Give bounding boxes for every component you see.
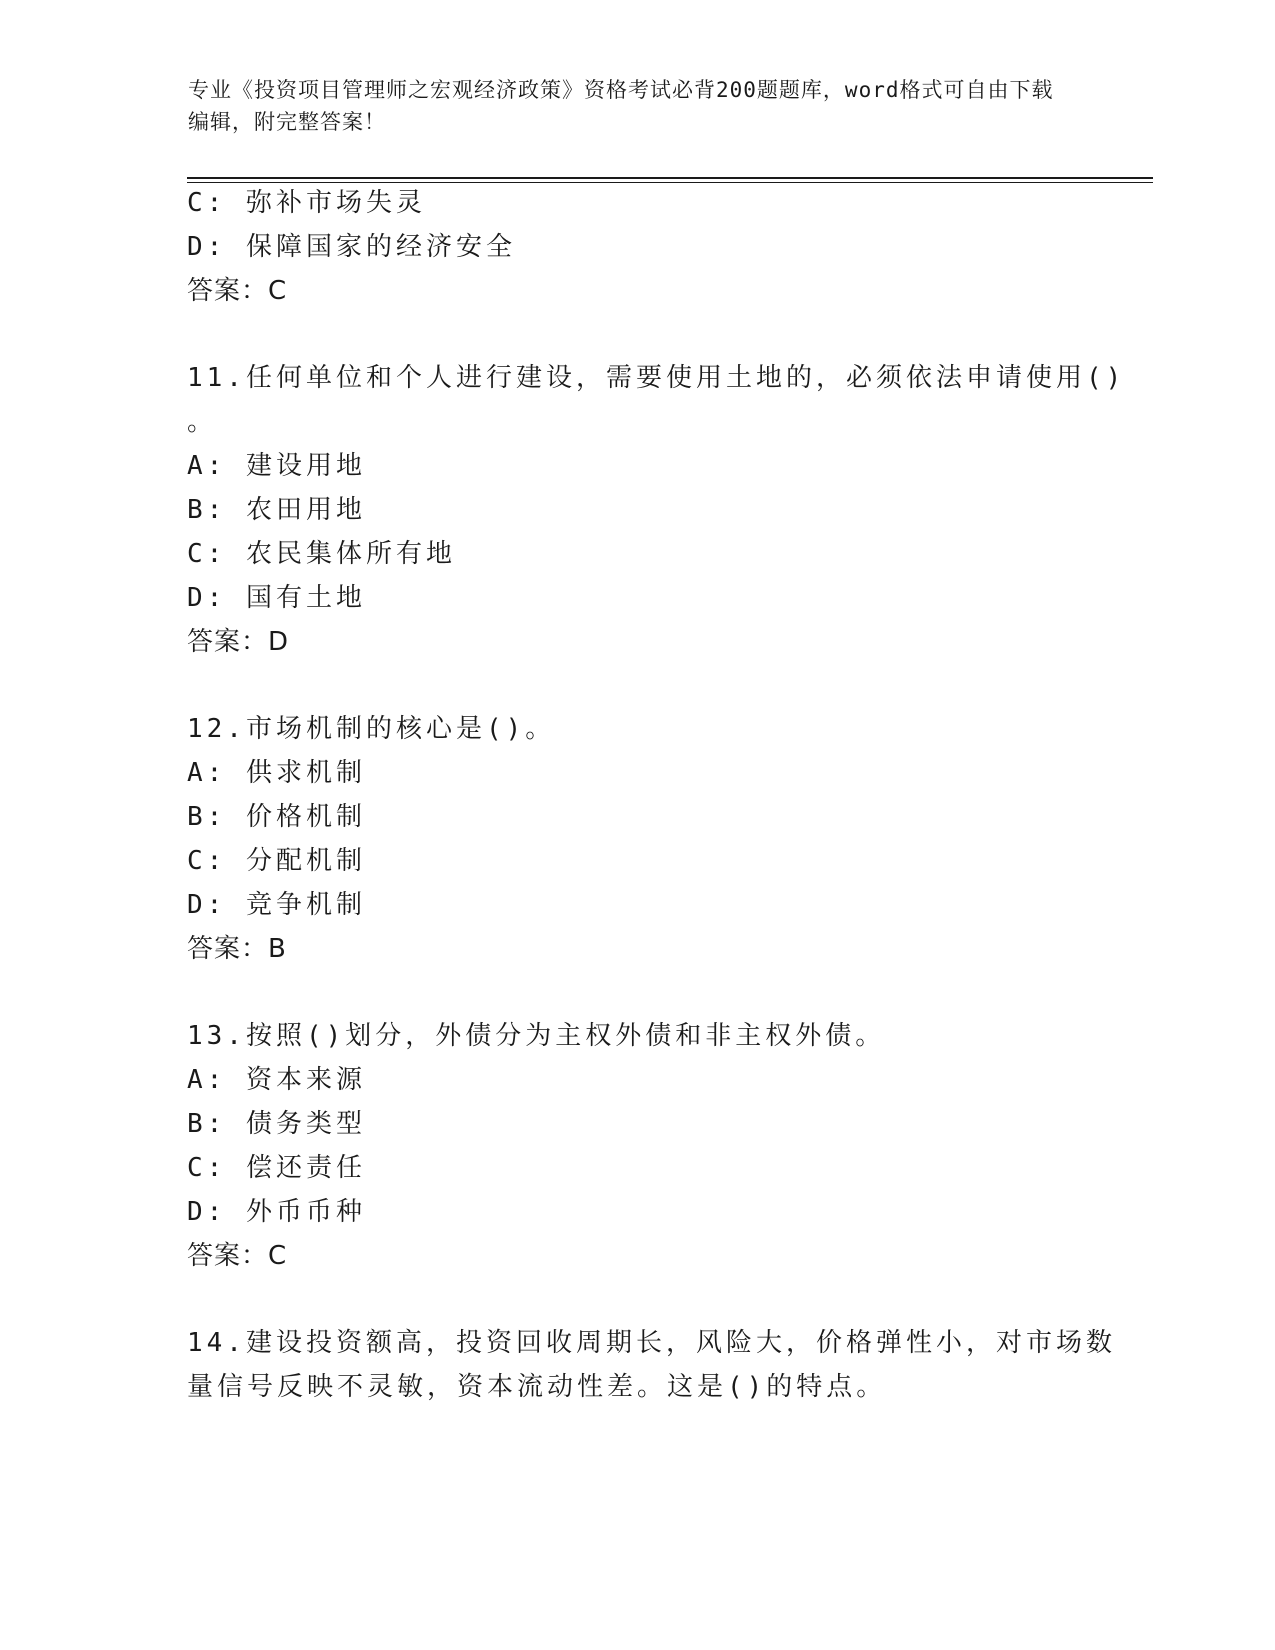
question-14-stem-continued: 量信号反映不灵敏，资本流动性差。这是()的特点。 — [187, 1372, 887, 1402]
question-14-stem: 14.建设投资额高，投资回收周期长，风险大，价格弹性小，对市场数 — [187, 1328, 1116, 1358]
question-11-answer: 答案：D — [187, 627, 290, 657]
question-12-option-d: D: 竞争机制 — [187, 890, 366, 920]
question-12-option-b: B: 价格机制 — [187, 802, 366, 832]
question-13-option-b: B: 债务类型 — [187, 1109, 366, 1139]
question-11-option-a: A: 建设用地 — [187, 451, 366, 481]
question-13-option-d: D: 外币币种 — [187, 1197, 366, 1227]
question-11-option-d: D: 国有土地 — [187, 583, 366, 613]
option-c: C: 弥补市场失灵 — [187, 188, 426, 218]
header-divider-thin — [187, 182, 1153, 183]
question-13-option-c: C: 偿还责任 — [187, 1153, 366, 1183]
question-11-stem-continued: 。 — [187, 407, 218, 437]
option-d: D: 保障国家的经济安全 — [187, 232, 516, 262]
question-11-option-b: B: 农田用地 — [187, 495, 366, 525]
question-11-option-c: C: 农民集体所有地 — [187, 539, 456, 569]
question-12-option-a: A: 供求机制 — [187, 758, 366, 788]
question-11-stem: 11.任何单位和个人进行建设，需要使用土地的，必须依法申请使用() — [187, 363, 1126, 393]
question-13-stem: 13.按照()划分，外债分为主权外债和非主权外债。 — [187, 1021, 886, 1051]
document-header: 专业《投资项目管理师之宏观经济政策》资格考试必背200题题库，word格式可自由下载编辑，附完整答案！ — [188, 78, 1054, 134]
question-12-stem: 12.市场机制的核心是()。 — [187, 714, 556, 744]
question-12-answer: 答案：B — [187, 934, 287, 964]
header-divider-thick — [187, 177, 1153, 179]
question-12-option-c: C: 分配机制 — [187, 846, 366, 876]
question-13-option-a: A: 资本来源 — [187, 1065, 366, 1095]
answer: 答案：C — [187, 276, 288, 306]
question-13-answer: 答案：C — [187, 1241, 288, 1271]
